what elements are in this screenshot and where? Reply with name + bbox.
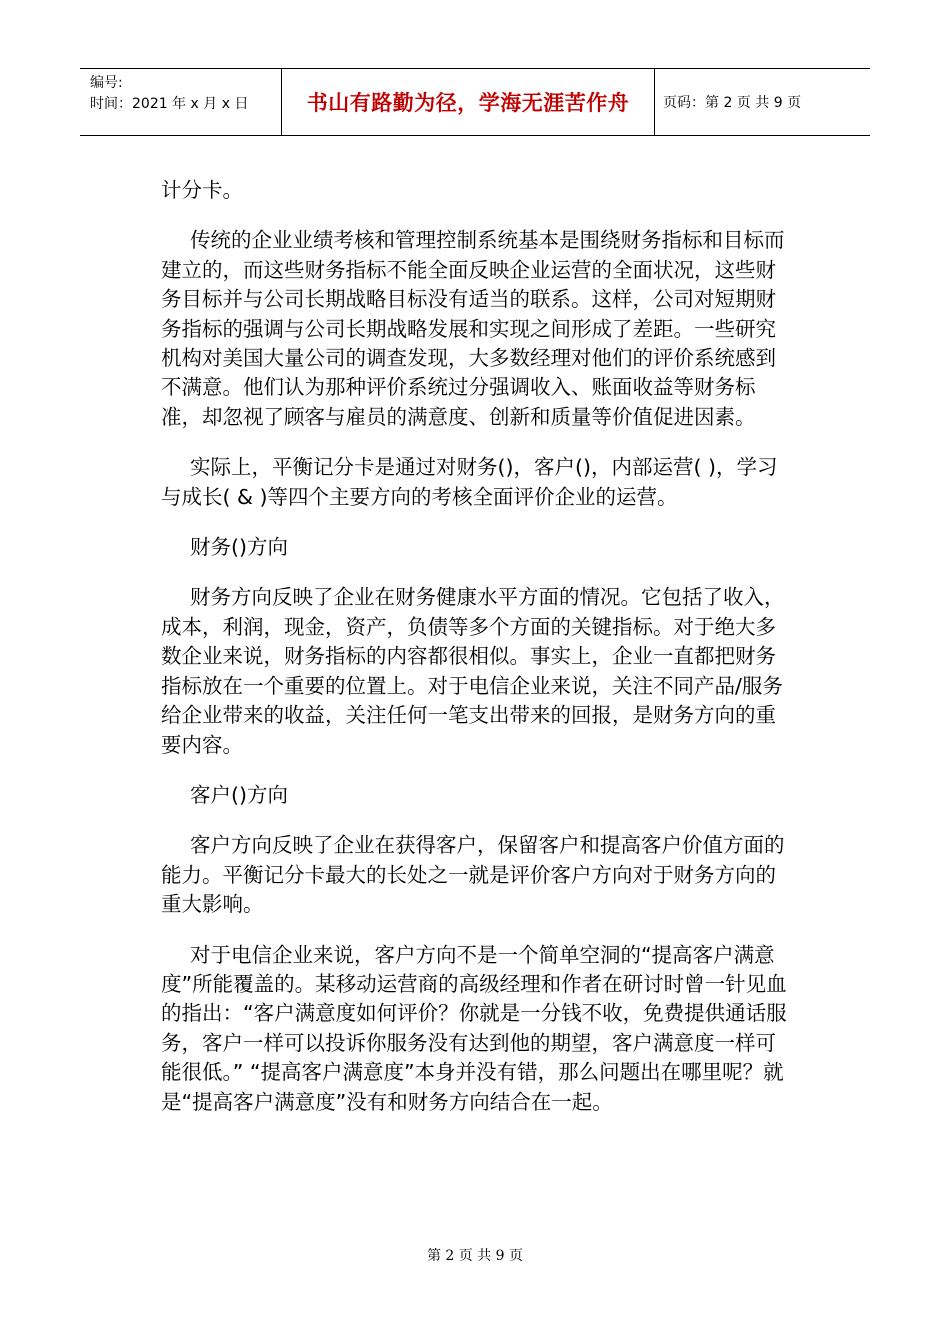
header-motto-cell: [282, 69, 655, 135]
section-heading-finance: 财务()方向: [190, 535, 288, 560]
paragraph: 实际上，平衡记分卡是通过对财务()，客户()，内部运营( )，学习与成长( & )等四个主要方向的考核全面评价企业的运营。: [161, 455, 778, 509]
motto-text: 书山有路勤为径，学海无涯苦作舟: [306, 90, 630, 115]
document-body: [161, 176, 791, 1138]
date-label: 时间：2021 年 x 月 x 日: [90, 96, 249, 112]
document-header: [80, 68, 870, 136]
paragraph-continuation: 计分卡。: [161, 178, 243, 202]
paragraph: 传统的企业业绩考核和管理控制系统基本是围绕财务指标和目标而建立的，而这些财务指标不能全面反映企业运营的全面状况，这些财务目标并与公司长期战略目标没有适当的联系。这样，公司对短期财务指标的强调与公司长期战略发展和实现之间形成了差距。一些研究机构对美国大量公司的调查发现，大多数经理对他们的评价系统感到不满意。他们认为那种评价系统过分强调收入、账面收益等财务标准，却忽视了顾客与雇员的满意度、创新和质量等价值促进因素。: [161, 228, 785, 429]
paragraph: 客户方向反映了企业在获得客户，保留客户和提高客户价值方面的能力。平衡记分卡最大的长处之一就是评价客户方向对于财务方向的重大影响。: [161, 833, 785, 917]
paragraph: 对于电信企业来说，客户方向不是一个简单空洞的“提高客户满意度”所能覆盖的。某移动运营商的高级经理和作者在研讨时曾一针见血的指出：“客户满意度如何评价？你就是一分钱不收，免费提供通话服务，客户一样可以投诉你服务没有达到他的期望，客户满意度一样可能很低。” “提高客户满意度”本身并没有错，那么问题出在哪里呢？就是“提高客户满意度”没有和财务方向结合在一起。: [161, 942, 787, 1114]
footer-page-number: 第 2 页 共 9 页: [426, 1248, 524, 1264]
header-meta-cell: [80, 69, 282, 135]
serial-number-label: 编号:: [90, 75, 123, 91]
page-footer: [0, 1245, 950, 1265]
page-info-text: 页码：第 2 页 共 9 页: [663, 95, 802, 111]
section-heading-customer: 客户()方向: [190, 782, 288, 807]
header-page-cell: [655, 69, 870, 135]
paragraph: 财务方向反映了企业在财务健康水平方面的情况。它包括了收入，成本，利润，现金，资产，负债等多个方面的关键指标。对于绝大多数企业来说，财务指标的内容都很相似。事实上，企业一直都把财务指标放在一个重要的位置上。对于电信企业来说，关注不同产品/服务给企业带来的收益，关注任何一笔支出带来的回报，是财务方向的重要内容。: [161, 585, 785, 757]
